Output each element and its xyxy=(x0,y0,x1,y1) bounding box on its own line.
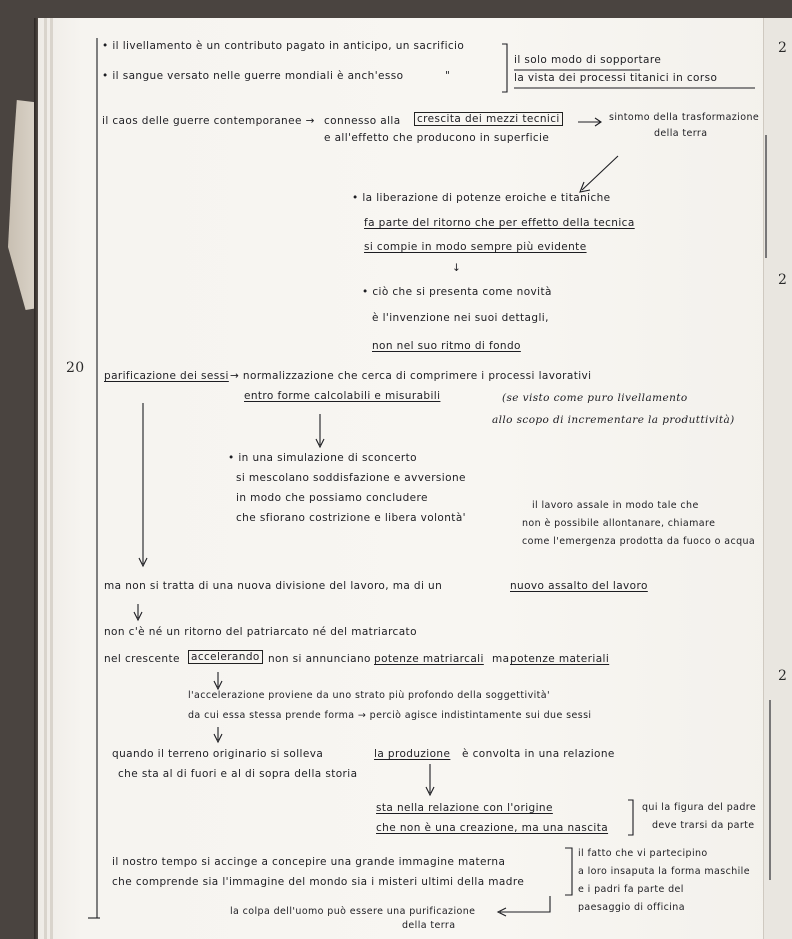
side-note: non è possibile allontanare, chiamare xyxy=(522,518,716,529)
note-line: non si annunciano xyxy=(268,653,371,665)
boxed-term: crescita dei mezzi tecnici xyxy=(414,112,563,126)
note-line: della terra xyxy=(402,920,456,931)
ditto-mark: " xyxy=(445,70,451,82)
note-line: quando il terreno originario si solleva xyxy=(112,748,324,760)
note-line: potenze matriarcali xyxy=(374,653,484,665)
note-line: che sfiorano costrizione e libera volontà' xyxy=(236,512,466,524)
note-line: connesso alla xyxy=(324,115,401,127)
note-line: nel crescente xyxy=(104,653,180,665)
note-line: ma xyxy=(492,653,510,665)
note-line: e all'effetto che producono in superficie xyxy=(324,132,550,144)
note-line: che sta al di fuori e al di sopra della storia xyxy=(118,768,358,780)
side-note: sintomo della trasformazione xyxy=(609,112,760,123)
note-line: la colpa dell'uomo può essere una purificazione xyxy=(230,906,476,917)
bracket xyxy=(502,44,507,92)
side-note: il solo modo di sopportare xyxy=(514,54,662,66)
side-note: la vista dei processi titanici in corso xyxy=(514,72,718,84)
side-note: il fatto che vi partecipino xyxy=(578,848,708,859)
note-line: • il sangue versato nelle guerre mondiali è anch'esso xyxy=(102,70,404,82)
note-line: • ciò che si presenta come novità xyxy=(362,286,552,298)
note-line: il caos delle guerre contemporanee → xyxy=(102,115,315,127)
note-line: che comprende sia l'immagine del mondo sia i misteri ultimi della madre xyxy=(112,876,525,888)
side-note: e i padri fa parte del xyxy=(578,884,684,895)
aside-note: (se visto come puro livellamento xyxy=(502,392,688,404)
note-line: in modo che possiamo concludere xyxy=(236,492,428,504)
note-line: entro forme calcolabili e misurabili xyxy=(244,390,441,402)
side-note: qui la figura del padre xyxy=(642,802,757,813)
corner-number: 2 xyxy=(778,668,788,684)
note-line: sta nella relazione con l'origine xyxy=(376,802,553,814)
note-line: da cui essa stessa prende forma → perciò agisce indistintamente sui due sessi xyxy=(188,710,592,721)
bracket xyxy=(628,800,633,835)
bracket xyxy=(565,848,572,895)
note-line: è l'invenzione nei suoi dettagli, xyxy=(372,312,549,324)
note-line: è convolta in una relazione xyxy=(462,748,615,760)
note-line: si mescolano soddisfazione e avversione xyxy=(236,472,466,484)
note-line-underlined: nuovo assalto del lavoro xyxy=(510,580,648,592)
note-line: si compie in modo sempre più evidente xyxy=(364,241,587,253)
note-line: l'accelerazione proviene da uno strato più profondo della soggettività' xyxy=(188,690,550,701)
note-line: ma non si tratta di una nuova divisione del lavoro, ma di un xyxy=(104,580,443,592)
note-line: → normalizzazione che cerca di comprimere i processi lavorativi xyxy=(230,370,592,382)
side-note: a loro insaputa la forma maschile xyxy=(578,866,750,877)
note-line: • in una simulazione di sconcerto xyxy=(228,452,417,464)
note-line: potenze materiali xyxy=(510,653,610,665)
side-note: il lavoro assale in modo tale che xyxy=(532,500,699,511)
note-line: fa parte del ritorno che per effetto della tecnica xyxy=(364,217,635,229)
corner-number: 2 xyxy=(778,272,788,288)
arrow-glyph: ↓ xyxy=(452,262,462,274)
note-line: non nel suo ritmo di fondo xyxy=(372,340,521,352)
note-line: non c'è né un ritorno del patriarcato né del matriarcato xyxy=(104,626,417,638)
page-number-marker: 20 xyxy=(66,360,85,376)
boxed-term: accelerando xyxy=(188,650,263,664)
side-note: della terra xyxy=(654,128,708,139)
side-note: deve trarsi da parte xyxy=(652,820,755,831)
side-note: come l'emergenza prodotta da fuoco o acqua xyxy=(522,536,756,547)
note-line: • il livellamento è un contributo pagato in anticipo, un sacrificio xyxy=(102,40,465,52)
note-line: che non è una creazione, ma una nascita xyxy=(376,822,609,834)
note-line: la produzione xyxy=(374,748,451,760)
side-note: paesaggio di officina xyxy=(578,902,685,913)
corner-number: 2 xyxy=(778,40,788,56)
note-heading: parificazione dei sessi xyxy=(104,370,229,382)
note-line: il nostro tempo si accinge a concepire una grande immagine materna xyxy=(112,856,506,868)
aside-note: allo scopo di incrementare la produttività) xyxy=(492,414,735,426)
note-line: • la liberazione di potenze eroiche e titaniche xyxy=(352,192,611,204)
